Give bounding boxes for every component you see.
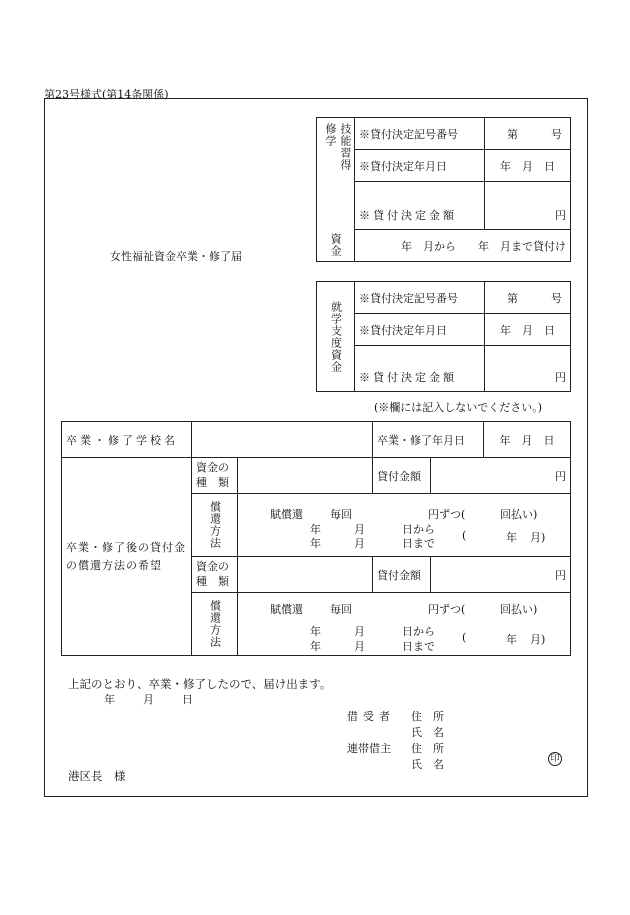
borrower-address-label: 住 所 xyxy=(411,710,444,723)
loan-box-enrollment xyxy=(316,281,571,392)
school-name-field[interactable] xyxy=(192,422,373,458)
fund-type-field[interactable] xyxy=(238,557,373,593)
enrollment-amount-label: ※貸付決定金額 xyxy=(355,346,485,392)
do-not-fill-note: (※欄には記入しないでください。) xyxy=(374,401,543,414)
enrollment-number-label: ※貸付決定記号番号 xyxy=(355,282,485,314)
training-date-value[interactable]: 年 月 日 xyxy=(485,150,571,182)
enrollment-date-label: ※貸付決定年月日 xyxy=(355,314,485,346)
enrollment-fund-category: 就学支度資金 xyxy=(317,282,355,392)
enrollment-date-value[interactable]: 年 月 日 xyxy=(485,314,571,346)
guarantor-label: 連帯借主 xyxy=(347,742,391,755)
training-date-label: ※貸付決定年月日 xyxy=(355,150,485,182)
borrower-name-label: 氏 名 xyxy=(411,726,444,739)
graduation-date-field[interactable]: 年 月 日 xyxy=(484,422,571,458)
loan-box-training xyxy=(316,117,571,262)
training-number-value[interactable]: 第 号 xyxy=(485,118,571,150)
graduation-table xyxy=(61,421,571,656)
repayment-method-field[interactable]: 賦償還 毎回 円ずつ( 回払い) 年 月 日から 年 月 日まで ( 年 月) xyxy=(238,593,571,656)
fund-type-label: 資金の 種 類 xyxy=(192,557,238,593)
school-name-label: 卒業・修了学校名 xyxy=(62,422,192,458)
repayment-plan-label: 卒業・修了後の貸付金の償還方法の希望 xyxy=(62,458,192,656)
fund-type-label: 資金の 種 類 xyxy=(192,458,238,494)
fund-type-field[interactable] xyxy=(238,458,373,494)
form-title: 女性福祉資金卒業・修了届 xyxy=(110,250,242,263)
addressee: 港区長 様 xyxy=(68,769,126,783)
training-amount-label: ※貸付決定金額 xyxy=(355,182,485,230)
loan-amount-field[interactable]: 円 xyxy=(431,557,571,593)
guarantor-address-label: 住 所 xyxy=(411,742,444,755)
guarantor-name-label: 氏 名 xyxy=(411,758,444,771)
enrollment-amount-value[interactable]: 円 xyxy=(485,346,571,392)
training-amount-value[interactable]: 円 xyxy=(485,182,571,230)
borrower-label: 借受者 xyxy=(347,710,395,723)
repayment-method-label: 償還方法 xyxy=(192,494,238,557)
declaration-statement: 上記のとおり、卒業・修了したので、届け出ます。 xyxy=(68,677,332,691)
loan-amount-label: 貸付金額 xyxy=(373,458,431,494)
repayment-method-label: 償還方法 xyxy=(192,593,238,656)
loan-amount-label: 貸付金額 xyxy=(373,557,431,593)
graduation-date-label: 卒業・修了年月日 xyxy=(373,422,484,458)
repayment-method-field[interactable]: 賦償還 毎回 円ずつ( 回払い) 年 月 日から 年 月 日まで ( 年 月) xyxy=(238,494,571,557)
training-loan-period[interactable]: 年 月から 年 月まで貸付け xyxy=(355,230,571,262)
declaration-date[interactable]: 年 月 日 xyxy=(104,693,193,706)
loan-amount-field[interactable]: 円 xyxy=(431,458,571,494)
seal-icon: 印 xyxy=(548,752,562,766)
training-fund-category: 修学 技能習得 資金 xyxy=(317,118,355,262)
enrollment-number-value[interactable]: 第 号 xyxy=(485,282,571,314)
form-number: 第23号様式(第14条関係) xyxy=(44,88,169,101)
training-number-label: ※貸付決定記号番号 xyxy=(355,118,485,150)
